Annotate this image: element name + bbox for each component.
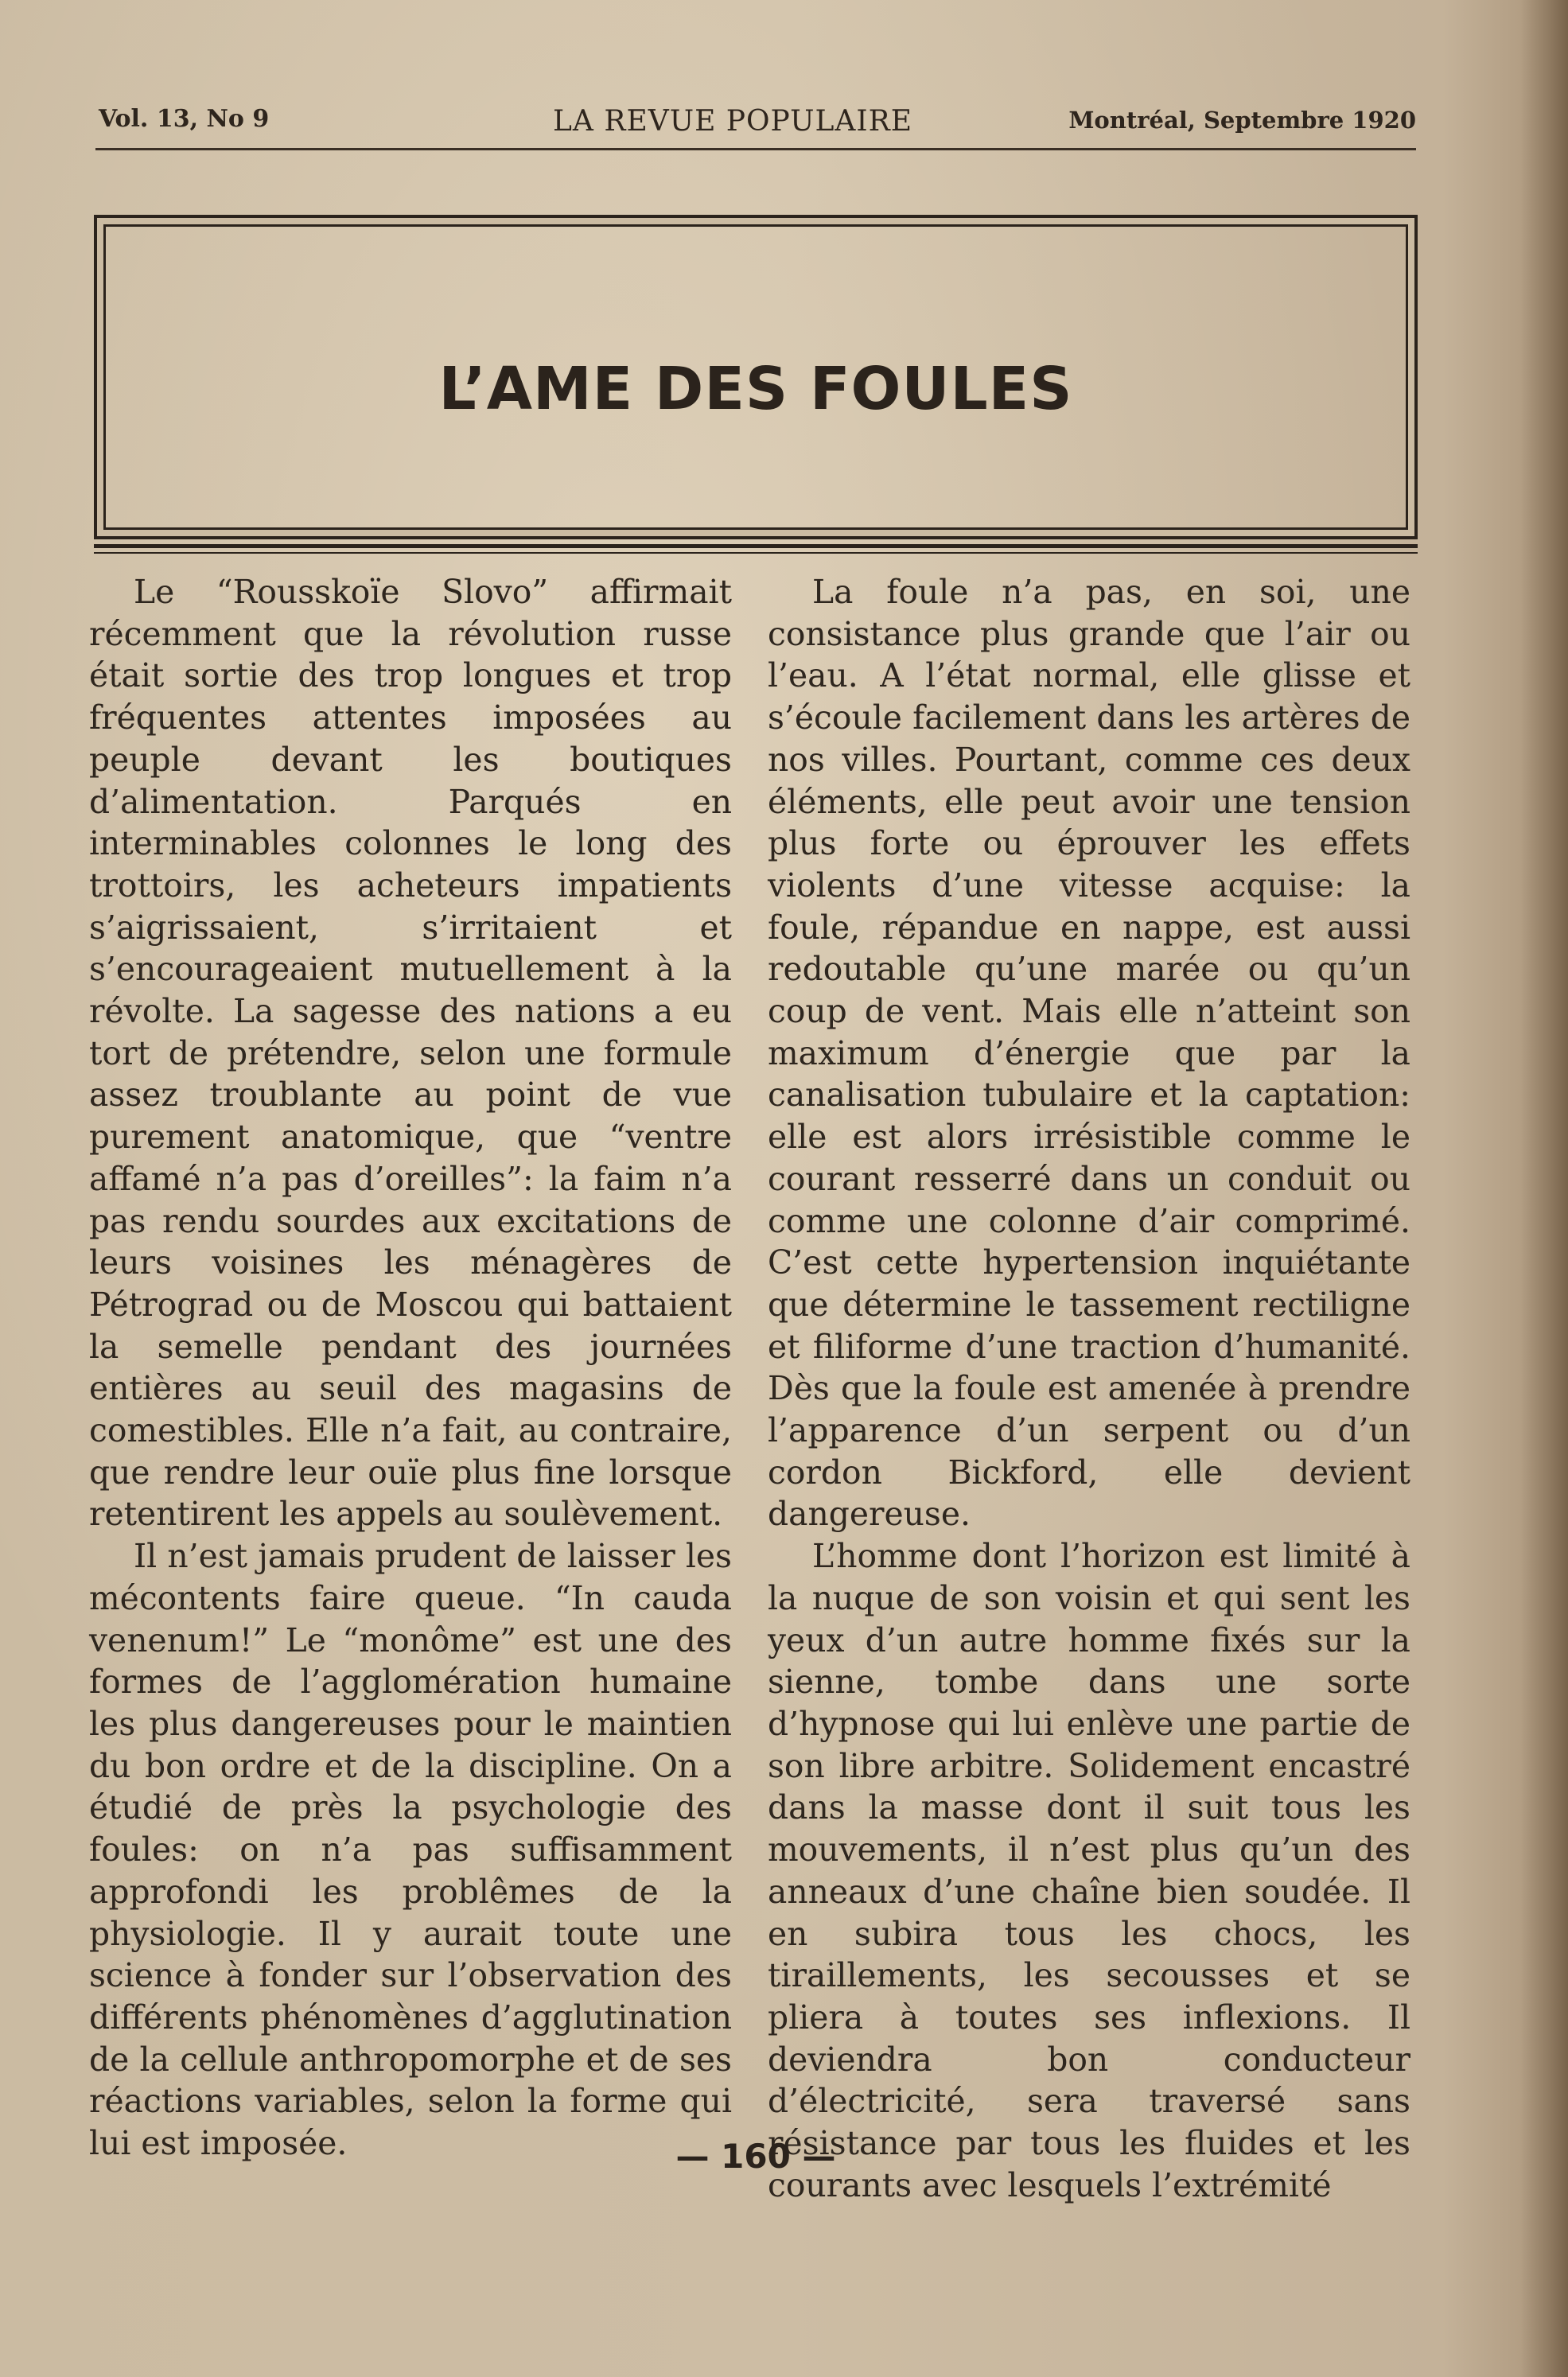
paragraph: Le “Rousskoïe Slovo” affirmait récemment que la révolution russe était sortie des trop longues et trop fréquentes attentes imposées au peuple devant les boutiques d’alimentation. Parqués en interminables colonnes le long des trottoirs, les acheteurs impatients s’aigrissaient, s’irritaient et s’encourageaient mutuellement à la révolte. La sagesse des nations a eu tort de prétendre, selon une formule assez troublante au point de vue purement anatomique, que “ventre affamé n’a pas d’oreilles”: la faim n’a pas rendu sourdes aux excitations de leurs voisines les ménagères de Pétrograd ou de Moscou qui battaient la semelle pendant des journées entières au seuil des magasins de comestibles. Elle n’a fait, au contraire, que rendre leur ouïe plus fine lorsque retentirent les appels au soulèvement. [89, 573, 732, 1534]
right-column [768, 571, 1410, 2206]
article-title: L’AME DES FOULES [438, 355, 1073, 423]
left-column [89, 571, 732, 2165]
paragraph: L’homme dont l’horizon est limité à la nuque de son voisin et qui sent les yeux d’un autre homme fixés sur la sienne, tombe dans une sorte d’hypnose qui lui enlève une partie de son libre arbitre. Solidement encastré dans la masse dont il suit tous les mouvements, il n’est plus qu’un des anneaux d’une chaîne bien soudée. Il en subira tous les chocs, les tiraillements, les secousses et se pliera à toutes ses inflexions. Il deviendra bon conducteur d’électricité, sera traversé sans résistance par tous les fluides et les courants avec lesquels l’extrémité [768, 1537, 1410, 2204]
title-box [94, 215, 1418, 539]
page-edge-shadow [1520, 0, 1568, 2377]
title-rule-thin [94, 552, 1418, 554]
header-rule [95, 148, 1416, 150]
publication-name: LA REVUE POPULAIRE [553, 105, 912, 138]
paragraph: La foule n’a pas, en soi, une consistance plus grande que l’air ou l’eau. A l’état normal, elle glisse et s’écoule facilement dans les artères de nos villes. Pourtant, comme ces deux éléments, elle peut avoir une tension plus forte ou éprouver les effets violents d’une vitesse acquise: la foule, répandue en nappe, est aussi redoutable qu’une marée ou qu’un coup de vent. Mais elle n’atteint son maximum d’énergie que par la canalisation tubulaire et la captation: elle est alors irrésistible comme le courant resserré dans un conduit ou comme une colonne d’air comprimé. C’est cette hypertension inquiétante que détermine le tassement rectiligne et filiforme d’une traction d’humanité. Dès que la foule est amenée à prendre l’apparence d’un serpent ou d’un cordon Bickford, elle devient dangereuse. [768, 573, 1410, 1534]
dateline: Montréal, Septembre 1920 [1068, 107, 1416, 134]
volume-number: Vol. 13, No 9 [99, 105, 270, 133]
page-number: — 160 — [675, 2137, 836, 2176]
running-head [95, 105, 1416, 153]
paragraph: Il n’est jamais prudent de laisser les mécontents faire queue. “In cauda venenum!” Le “monôme” est une des formes de l’agglomération humaine les plus dangereuses pour le maintien du bon ordre et de la discipline. On a étudié de près la psychologie des foules: on n’a pas suffisamment approfondi les problêmes de la physiologie. Il y aurait toute une science à fonder sur l’observation des différents phénomènes d’agglutination de la cellule anthropomorphe et de ses réactions variables, selon la forme qui lui est imposée. [89, 1537, 732, 2163]
title-rule [94, 544, 1418, 548]
